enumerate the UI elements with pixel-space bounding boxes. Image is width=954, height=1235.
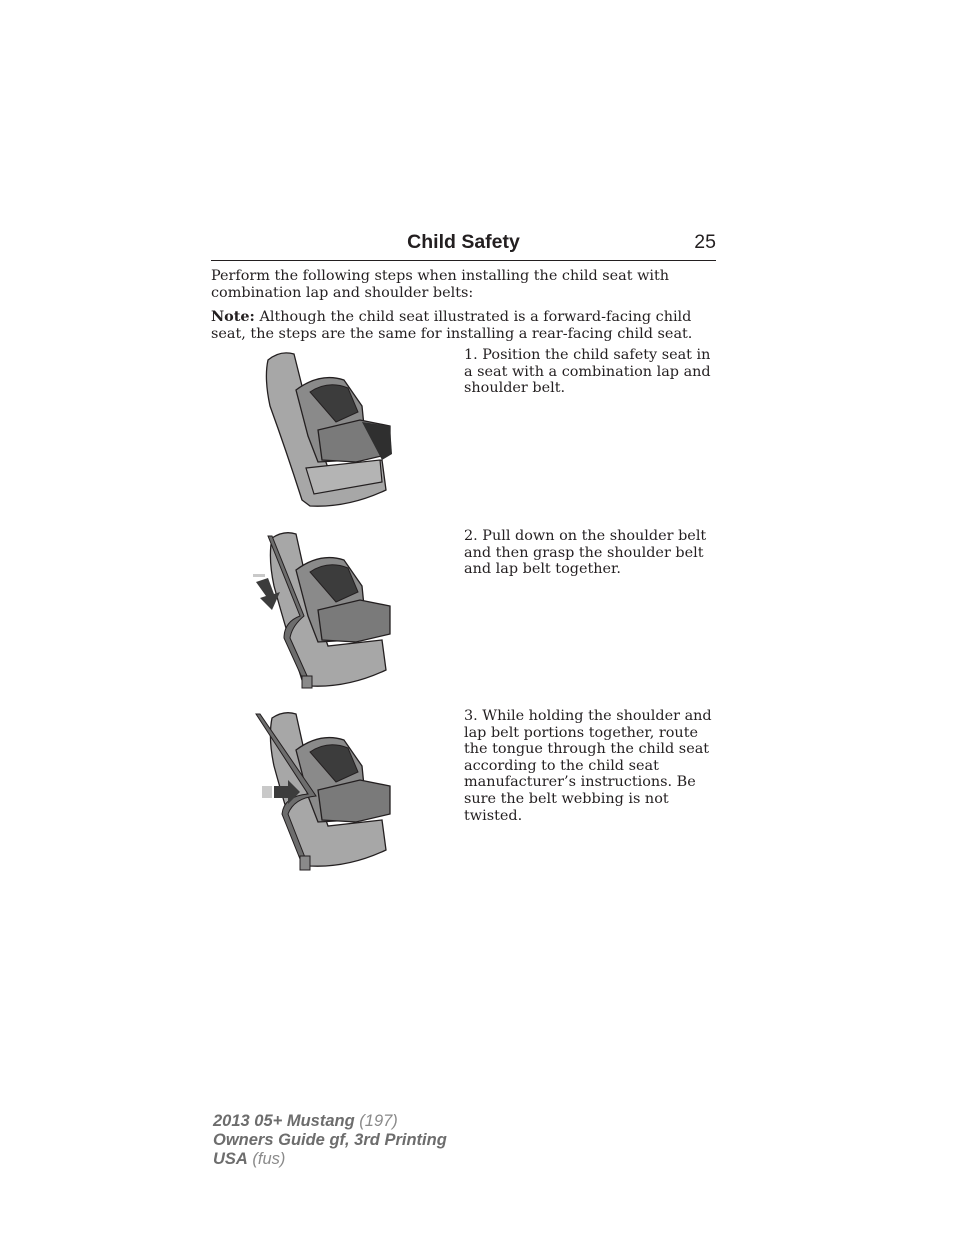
step-3-text: 3. While holding the shoulder and lap belt portions together, route the tongue through the child seat according to the child seat manufacturer’s instructions. Be sure the belt webbing is not twisted. xyxy=(464,708,712,824)
intro-paragraph: Perform the following steps when installing the child seat with combination lap and shoulder belts: xyxy=(211,268,670,301)
footer-line-1 xyxy=(213,1112,447,1131)
section-title: Child Safety xyxy=(407,231,520,253)
step-1-text: 1. Position the child safety seat in a seat with a combination lap and shoulder belt. xyxy=(464,347,711,397)
page-footer xyxy=(213,1112,447,1169)
page-header xyxy=(211,228,716,261)
footer-market-code: (fus) xyxy=(247,1150,286,1168)
footer-model: 2013 05+ Mustang xyxy=(213,1112,355,1130)
step-2-text: 2. Pull down on the shoulder belt and then grasp the shoulder belt and lap belt together. xyxy=(464,528,707,578)
child-seat-illustration-2 xyxy=(250,530,398,692)
note-label: Note: xyxy=(211,308,255,325)
footer-guide: Owners Guide gf, 3rd Printing xyxy=(213,1131,447,1149)
note-text: Although the child seat illustrated is a forward-facing child seat, the steps are the same for installing a rear-facing child seat. xyxy=(211,309,693,342)
child-seat-illustration-3 xyxy=(254,710,398,872)
footer-line-2 xyxy=(213,1131,447,1150)
footer-model-code: (197) xyxy=(354,1112,398,1130)
footer-market: USA xyxy=(213,1150,248,1168)
child-seat-illustration-1 xyxy=(258,350,398,510)
footer-line-3 xyxy=(213,1150,447,1169)
page-number: 25 xyxy=(694,231,716,253)
note-paragraph xyxy=(211,309,716,342)
